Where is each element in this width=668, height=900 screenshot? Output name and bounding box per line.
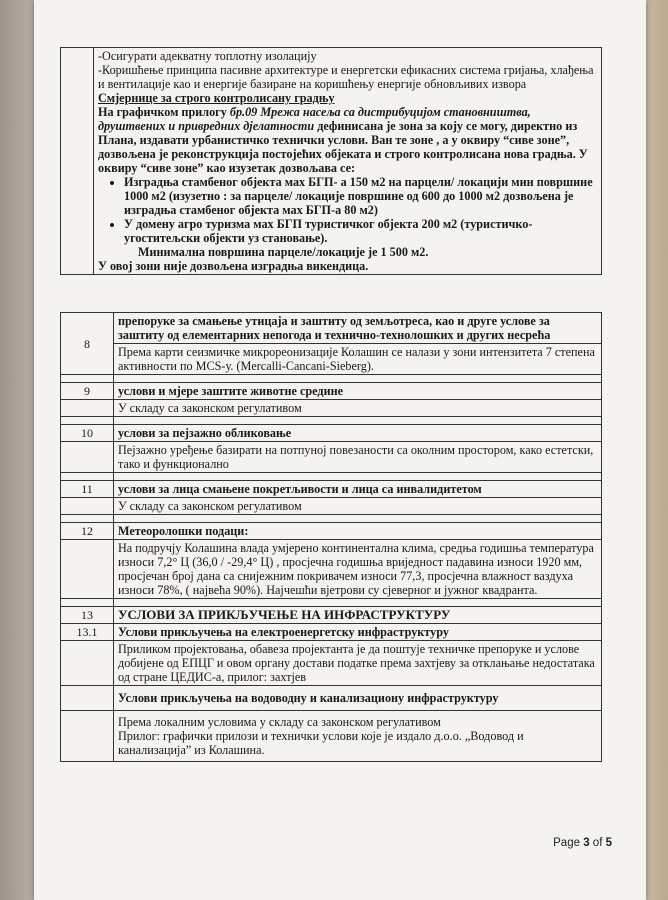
row-body: Пејзажно уређење базирати на потпуној повезаности са околним простором, како естетски, тако и функционално	[114, 442, 602, 473]
row-body: Према карти сеизмичке микрореонизације Колашин се налази у зони интензитета 7 степена активности по MCS-у. (Mercalli-Cancani-Sieberg).	[114, 344, 602, 375]
row-title: услови за лица смањене покретљивости и лица са инвалидитетом	[114, 481, 602, 498]
insulation-line: -Осигурати адекватну топлотну изолацију	[98, 49, 317, 63]
section-number: 13	[61, 607, 114, 624]
background-left	[0, 0, 34, 900]
row-number: 12	[61, 523, 114, 540]
water-heading: Услови прикључења на водоводну и канализациону инфраструктуру	[114, 686, 602, 711]
water-body	[114, 711, 602, 762]
row-number: 8	[61, 313, 114, 375]
electric-body: Приликом пројектовања, обавеза пројектанта је да поштује техничке препоруке и услове добијене од ЕПЦГ и овом органу достави податке према захтјеву за отклањање недостатака од стране ЦЕДИС-а, прилог: захтјев	[114, 641, 602, 686]
subsection-number: 13.1	[61, 624, 114, 641]
page-footer: Page 3 of 5	[553, 837, 612, 849]
list-item: • Изградња стамбеног објекта мах БГП- а 150 м2 на парцели/ локацији мин површине 1000 м2 (изузетно : за парцеле/ локације површине од 600 до 1000 м2 дозвољена је изградња стамбеног објекта мах БГП-а 80 м2)	[124, 175, 597, 217]
row-number: 9	[61, 383, 114, 400]
list-item: • У домену агро туризма мах БГП туристичког објекта 200 м2 (туристичко-угоститељски објекти уз становање).	[124, 217, 597, 245]
row-body: У складу са законском регулативом	[114, 400, 602, 417]
row-title: Метеоролошки подаци:	[114, 523, 602, 540]
top-section-table	[60, 47, 602, 275]
zone-paragraph: На графичком прилогу бр.09 Мрежа насеља са дистрибуцијом становништва, друштвених и привредних дјелатности дефинисана је зона за коју се могу, директно из Плана, издавати урбанистичко технички услови. Ван те зоне , а у оквиру “сиве зоне”, дозвољена је реконструкција постојећих објеката и строго контролисана нова градња. У оквиру “сиве зоне” као изузетак дозвољава се:	[98, 105, 588, 175]
min-area-line: Минимална површина парцеле/локације је 1 500 м2.	[138, 245, 429, 259]
row-title: услови и мјере заштите животне средине	[114, 383, 602, 400]
weekend-houses-line: У овој зони није дозвољена изградња викендица.	[98, 259, 369, 273]
infrastructure-heading: УСЛОВИ ЗА ПРИКЉУЧЕЊЕ НА ИНФРАСТРУКТУРУ	[114, 607, 602, 624]
row-number: 10	[61, 425, 114, 442]
exceptions-list	[98, 175, 597, 245]
row-body: У складу са законском регулативом	[114, 498, 602, 515]
strict-construction-heading: Смјернице за строго контролисану градњу	[98, 91, 335, 105]
water-attachment-line: Прилог: графички прилози и технички услови које је издало д.о.о. „Водовод и канализација” из Колашина.	[118, 729, 524, 757]
water-line: Према локалним условима у складу са законском регулативом	[118, 715, 441, 729]
row-body: На подручју Колашина влада умјерено континентална клима, средња годишња температура износи 7,2° Ц (36,0 / -29,4° Ц) , просјечна годишња вриједност падавина износи 1920 мм, просјечан број дана са снијежним покривачем износи 77,3, просјечна влажност ваздуха износи 78%, ( највећа 90%). Најчешћи вјетрови су сјеверног и јужног квадранта.	[114, 540, 602, 599]
row-number: 11	[61, 481, 114, 498]
row-title: услови за пејзажно обликовање	[114, 425, 602, 442]
conditions-table	[60, 312, 602, 762]
background-right	[646, 0, 668, 900]
top-content-cell	[94, 48, 602, 275]
passive-architecture-line: -Коришћење принципа пасивне архитектуре и енергетски ефикасних система гријања, хлађења и вентилације као и енергије базиране на коришћењу енергије обновљивих извора	[98, 63, 594, 91]
row-title: препоруке за смањење утицаја и заштиту од земљотреса, као и друге услове за заштиту од елементарних непогода и технично-технолошких и других несрећа	[114, 313, 602, 344]
electric-heading: Услови прикључења на електроенергетску инфраструктуру	[114, 624, 602, 641]
empty-num-cell	[61, 48, 94, 275]
